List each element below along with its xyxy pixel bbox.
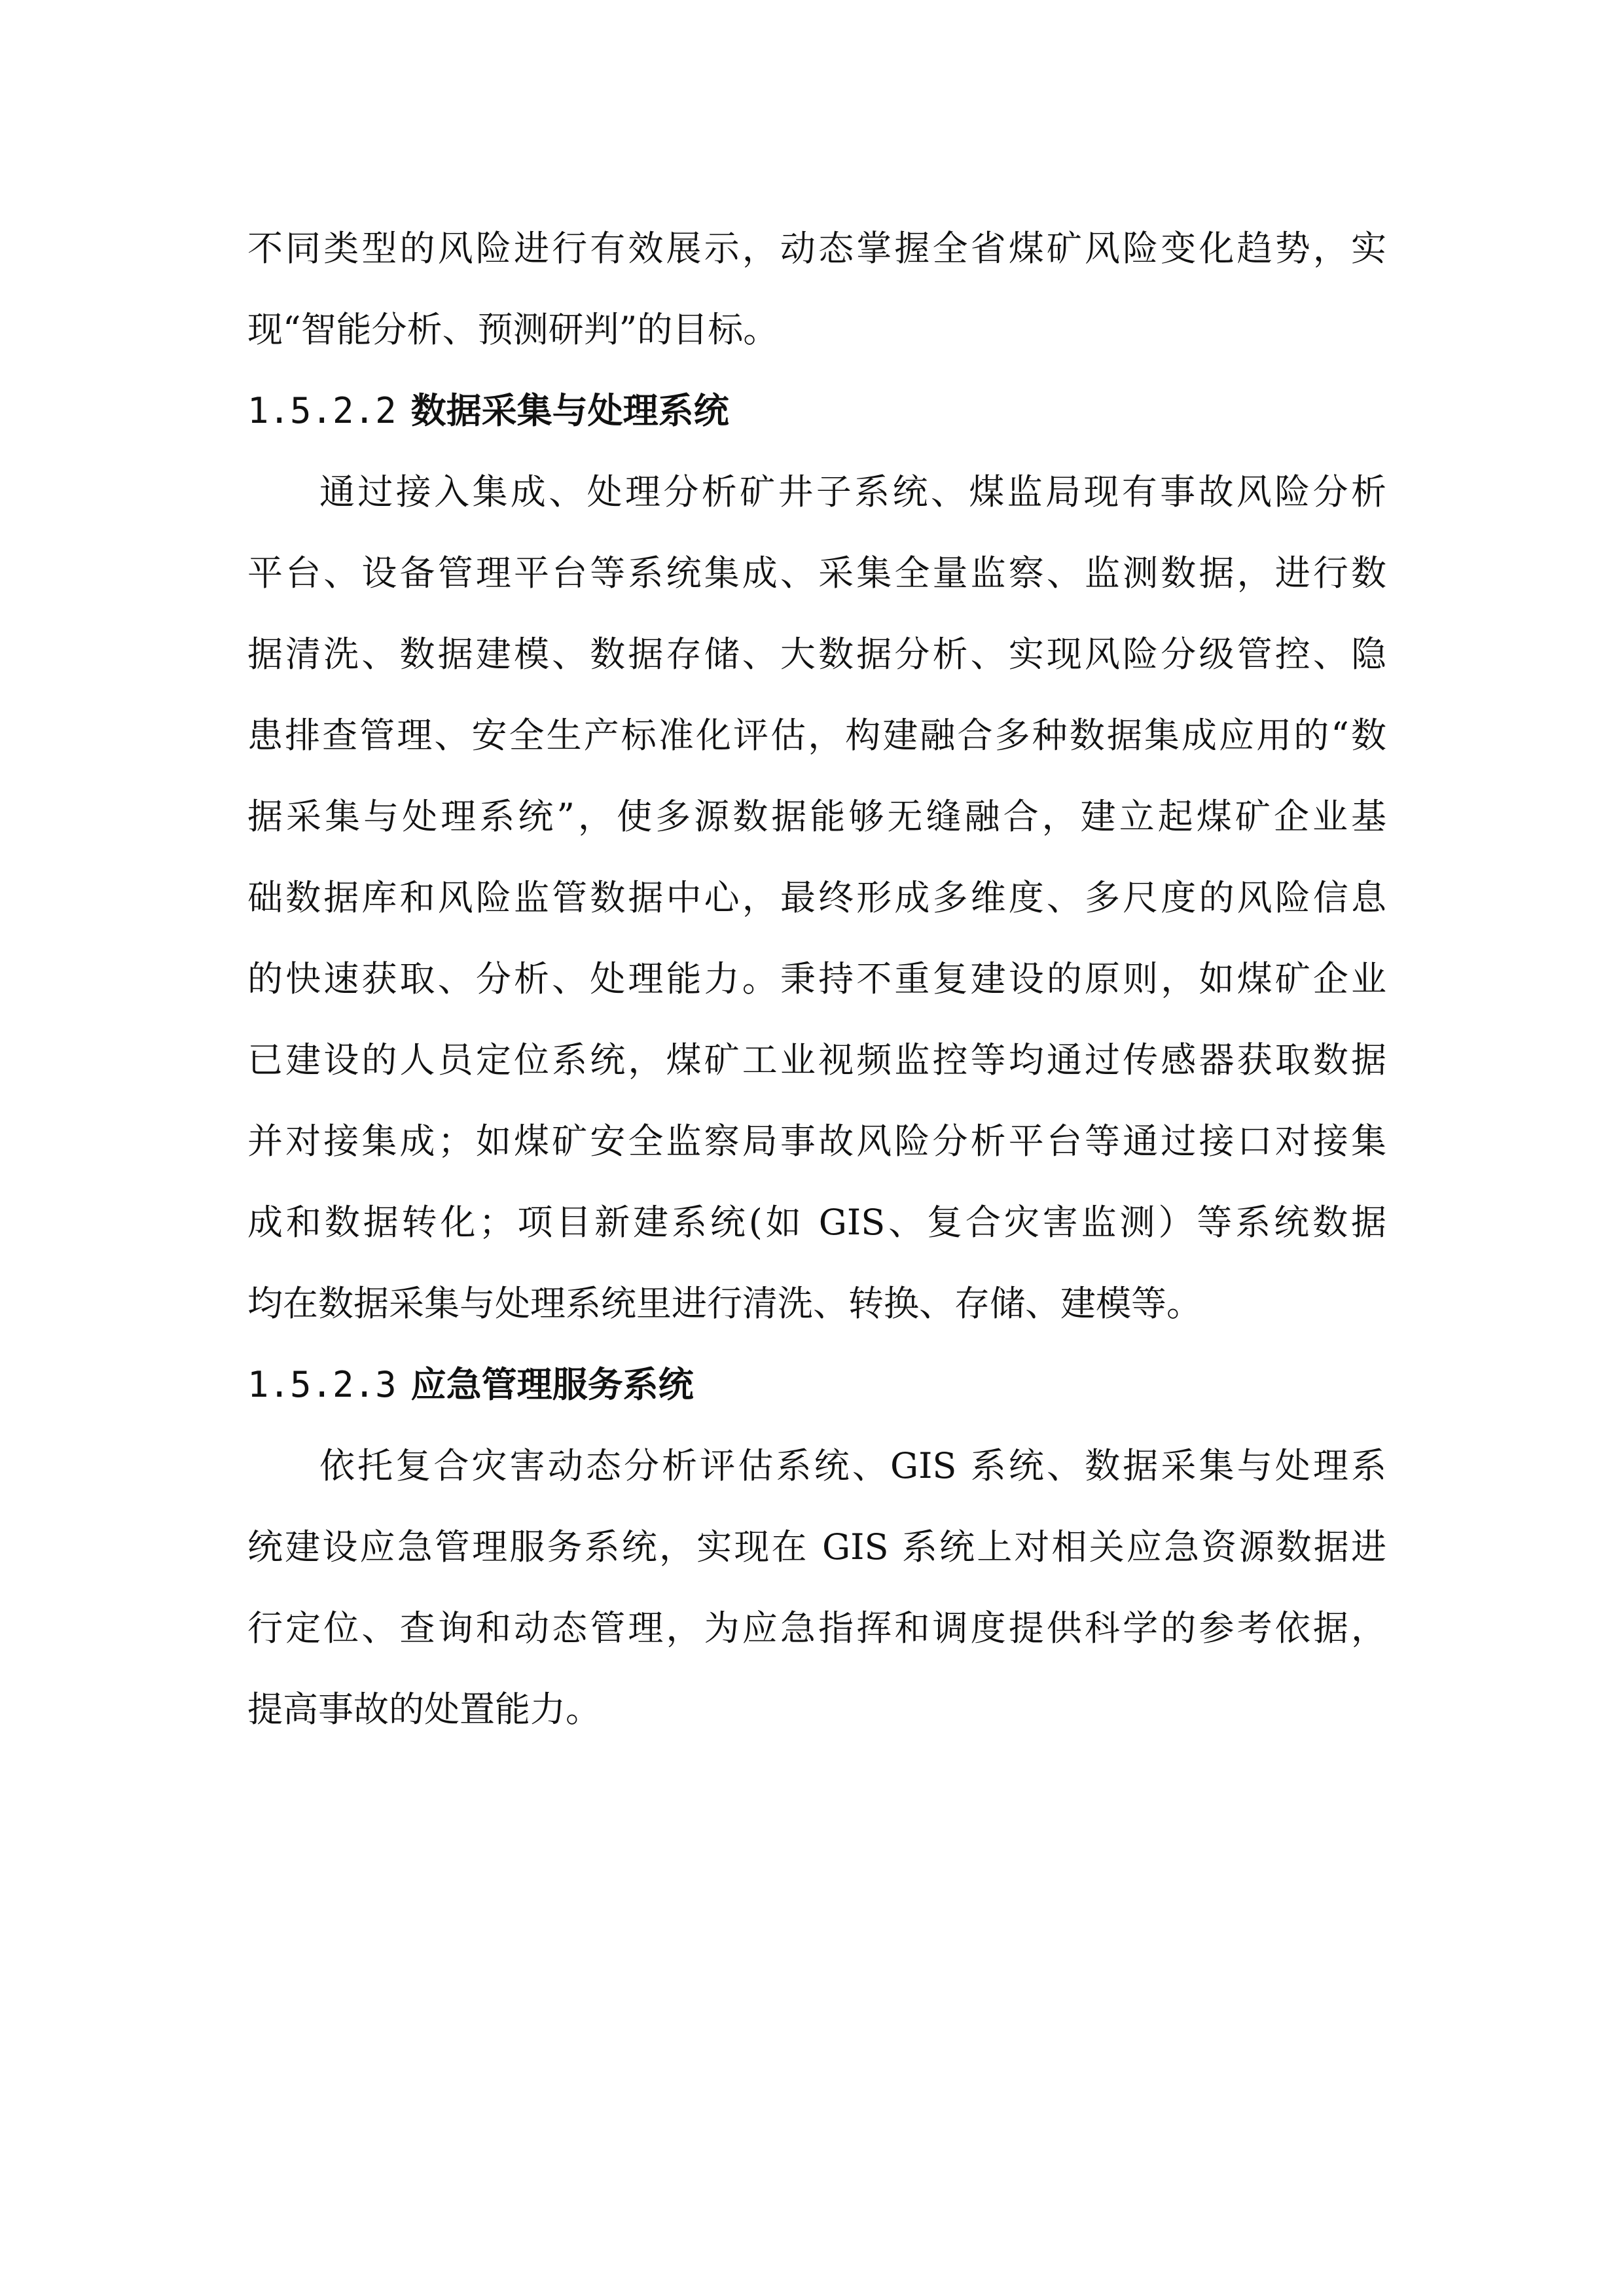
section-1-line-9: 并对接集成；如煤矿安全监察局事故风险分析平台等通过接口对接集 <box>247 1121 1386 1162</box>
section-1-paragraph <box>247 452 1386 1344</box>
section-1-line-1: 通过接入集成、处理分析矿井子系统、煤监局现有事故风险分析 <box>319 471 1386 512</box>
section-number: 1.5.2.3 <box>247 1364 397 1405</box>
section-2-line-4: 提高事故的处置能力。 <box>247 1689 601 1730</box>
document-body <box>247 208 1386 1750</box>
section-1-line-5: 据采集与处理系统”，使多源数据能够无缝融合，建立起煤矿企业基 <box>247 796 1386 837</box>
section-1-line-3: 据清洗、数据建模、数据存储、大数据分析、实现风险分级管控、隐 <box>247 634 1386 675</box>
section-2-line-1: 依托复合灾害动态分析评估系统、GIS 系统、数据采集与处理系 <box>319 1445 1386 1486</box>
section-1-line-6: 础数据库和风险监管数据中心，最终形成多维度、多尺度的风险信息 <box>247 877 1386 918</box>
section-1-line-7: 的快速获取、分析、处理能力。秉持不重复建设的原则，如煤矿企业 <box>247 958 1386 999</box>
intro-line-2: 现“智能分析、预测研判”的目标。 <box>247 309 779 350</box>
section-1-line-10: 成和数据转化；项目新建系统(如 GIS、复合灾害监测）等系统数据 <box>247 1202 1386 1243</box>
section-2-line-2: 统建设应急管理服务系统，实现在 GIS 系统上对相关应急资源数据进 <box>247 1526 1386 1568</box>
section-number: 1.5.2.2 <box>247 390 397 431</box>
intro-line-1: 不同类型的风险进行有效展示，动态掌握全省煤矿风险变化趋势，实 <box>247 228 1386 269</box>
intro-paragraph <box>247 208 1386 370</box>
section-2-paragraph <box>247 1426 1386 1750</box>
section-heading-1-5-2-3 <box>247 1344 1386 1426</box>
section-title: 数据采集与处理系统 <box>410 390 729 431</box>
section-1-line-8: 已建设的人员定位系统，煤矿工业视频监控等均通过传感器获取数据 <box>247 1039 1386 1081</box>
section-1-line-4: 患排查管理、安全生产标准化评估，构建融合多种数据集成应用的“数 <box>247 715 1386 756</box>
section-1-line-2: 平台、设备管理平台等系统集成、采集全量监察、监测数据，进行数 <box>247 552 1386 594</box>
section-heading-1-5-2-2 <box>247 370 1386 452</box>
section-1-line-11: 均在数据采集与处理系统里进行清洗、转换、存储、建模等。 <box>247 1283 1202 1324</box>
section-2-line-3: 行定位、查询和动态管理，为应急指挥和调度提供科学的参考依据， <box>247 1607 1386 1649</box>
section-title: 应急管理服务系统 <box>410 1364 694 1405</box>
